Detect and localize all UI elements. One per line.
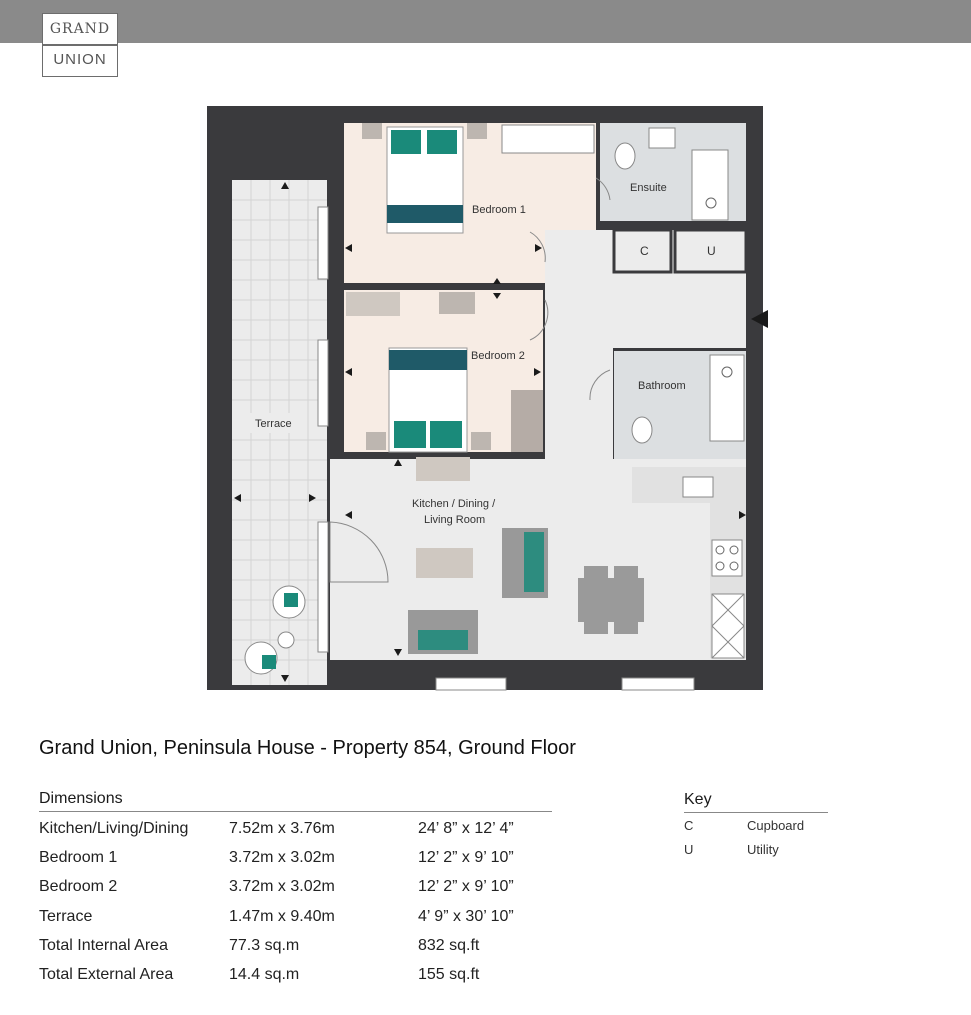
imperial-size: 4’ 9” x 30’ 10” [418, 908, 514, 925]
key-heading: Key [684, 791, 828, 813]
utility-label: U [707, 244, 716, 258]
floor-plan [200, 100, 770, 695]
top-banner [0, 0, 971, 43]
imperial-size: 832 sq.ft [418, 937, 480, 954]
logo-line-1: GRAND [49, 21, 111, 37]
bedroom-2-label: Bedroom 2 [471, 350, 525, 362]
kitchen-label-line-1: Kitchen / Dining / [412, 498, 496, 510]
coffee-table [416, 548, 473, 578]
logo-divider [43, 44, 117, 46]
imperial-size: 12’ 2” x 9’ 10” [418, 849, 514, 866]
room-name: Bedroom 2 [39, 878, 118, 895]
metric-size: 77.3 sq.m [229, 937, 300, 954]
terrace-label: Terrace [255, 418, 292, 430]
metric-size: 3.72m x 3.02m [229, 849, 335, 866]
key-label: Utility [747, 842, 779, 857]
imperial-size: 24’ 8” x 12’ 4” [418, 820, 514, 837]
metric-size: 14.4 sq.m [229, 966, 300, 983]
ensuite-label: Ensuite [630, 182, 667, 194]
room-name: Total External Area [39, 966, 174, 983]
key-code: U [684, 842, 694, 857]
room-name: Terrace [39, 908, 93, 925]
page-title: Grand Union, Peninsula House - Property 854, Ground Floor [39, 737, 576, 759]
grand-union-logo [42, 13, 118, 77]
room-name: Bedroom 1 [39, 849, 118, 866]
kitchen-label-line-2: Living Room [424, 514, 486, 526]
logo-line-2: UNION [53, 51, 107, 68]
dining-table [578, 578, 644, 622]
key-label: Cupboard [747, 818, 805, 833]
room-name: Total Internal Area [39, 937, 168, 954]
wardrobe [502, 125, 594, 153]
metric-size: 1.47m x 9.40m [229, 908, 335, 925]
imperial-size: 12’ 2” x 9’ 10” [418, 878, 514, 895]
cupboard-label: C [640, 244, 649, 258]
metric-size: 3.72m x 3.02m [229, 878, 335, 895]
room-name: Kitchen/Living/Dining [39, 820, 189, 837]
dimensions-heading: Dimensions [39, 790, 552, 812]
bedroom-1-label: Bedroom 1 [472, 204, 526, 216]
key-code: C [684, 818, 694, 833]
metric-size: 7.52m x 3.76m [229, 820, 335, 837]
bathroom-label: Bathroom [638, 380, 686, 392]
imperial-size: 155 sq.ft [418, 966, 480, 983]
